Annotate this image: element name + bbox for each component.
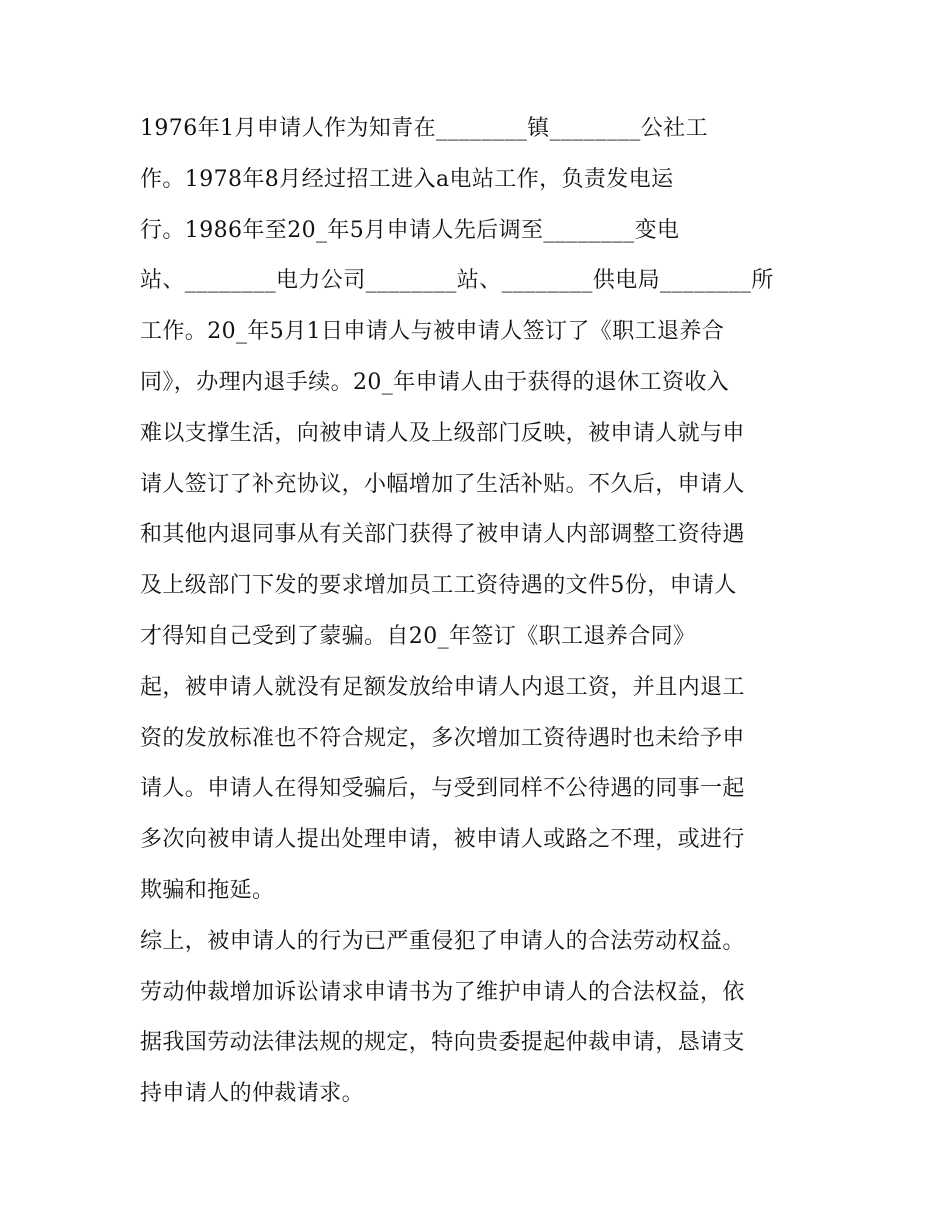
text-line: 工作。20_年5月1日申请人与被申请人签订了《职工退养合 (140, 319, 725, 345)
text-line: 站、________电力公司________站、________供电局________所 (140, 268, 774, 294)
text-line: 持申请人的仲裁请求。 (140, 1081, 365, 1107)
text-line: 才得知自己受到了蒙骗。自20_年签订《职工退养合同》 (140, 623, 696, 649)
text-line: 多次向被申请人提出处理申请，被申请人或路之不理，或进行 (140, 827, 745, 853)
text-line: 据我国劳动法律法规的规定，特向贵委提起仲裁申请，恳请支 (140, 1030, 745, 1056)
text-line: 难以支撑生活，向被申请人及上级部门反映，被申请人就与申 (140, 420, 745, 446)
text-line: 请人。申请人在得知受骗后，与受到同样不公待遇的同事一起 (140, 776, 745, 802)
text-line: 作。1978年8月经过招工进入a电站工作，负责发电运 (140, 166, 674, 192)
text-line: 综上，被申请人的行为已严重侵犯了申请人的合法劳动权益。 (140, 928, 745, 954)
text-line: 资的发放标准也不符合规定，多次增加工资待遇时也未给予申 (140, 725, 745, 751)
document-body (140, 104, 830, 1120)
text-line: 欺骗和拖延。 (140, 877, 275, 903)
text-line: 起，被申请人就没有足额发放给申请人内退工资，并且内退工 (140, 674, 745, 700)
text-line: 行。1986年至20_年5月申请人先后调至________变电 (140, 217, 680, 243)
text-line: 劳动仲裁增加诉讼请求申请书为了维护申请人的合法权益，依 (140, 979, 745, 1005)
text-line: 1976年1月申请人作为知青在________镇________公社工 (140, 116, 708, 141)
text-line: 同》，办理内退手续。20_年申请人由于获得的退休工资收入 (140, 369, 730, 395)
text-line: 请人签订了补充协议，小幅增加了生活补贴。不久后，申请人 (140, 471, 745, 497)
text-line: 和其他内退同事从有关部门获得了被申请人内部调整工资待遇 (140, 522, 745, 548)
text-line: 及上级部门下发的要求增加员工工资待遇的文件5份，申请人 (140, 573, 737, 599)
